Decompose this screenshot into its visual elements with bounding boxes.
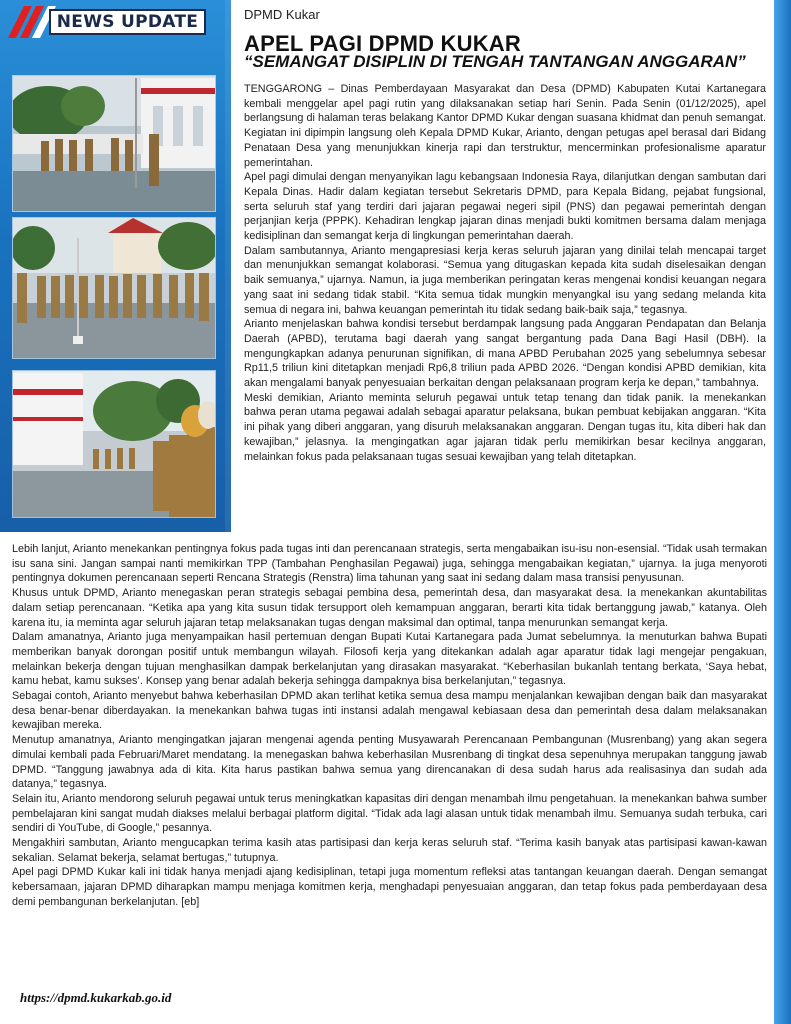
paragraph: Arianto menjelaskan bahwa kondisi tersebut berdampak langsung pada Anggaran Pendapatan dan Belanja Daerah (APBD), terutama bagi daerah yang sangat bergantung pada Dana Bagi Hasil (DBH). Ia mengungkapkan adanya penurunan signifikan, di mana APBD Perubahan 2025 yang sebelumnya sebesar Rp11,5 triliun kini ditetapkan menjadi Rp6,8 triliun pada APBD 2026. “Dengan kondisi APBD demikian, kita akan mengalami banyak penyesuaian berkaitan dengan pelaksanaan program kerja ke depan,” tambahnya. [244,318,766,390]
paragraph: Khusus untuk DPMD, Arianto menegaskan peran strategis sebagai pembina desa, pemerintah desa, dan masyarakat desa. Ia menekankan akuntabilitas dalam setiap perencanaan. “Ketika apa yang kita susun tidak tersupport oleh kemampuan anggaran, berarti kita tidak bertanggung jawab,” katanya. Oleh karena itu, ia meminta agar seluruh jajaran tetap melaksanakan tugas dengan maksimal dan optimal, tanpa menurunkan semangat kerja. [12,587,767,629]
category-label: DPMD Kukar [244,7,320,22]
paragraph: Mengakhiri sambutan, Arianto mengucapkan terima kasih atas partisipasi dan kerja keras seluruh staf. “Terima kasih banyak atas partisipasi kawan-kawan sekalian. Selamat bekerja, selamat bertugas,” tutupnya. [12,837,767,864]
photo-ceremony-side-view [12,370,216,518]
news-update-badge [49,9,206,35]
paragraph: Menutup amanatnya, Arianto mengingatkan jajaran mengenai agenda penting Musyawarah Perencanaan Pembangunan (Musrenbang) yang akan segera dimulai kembali pada Februari/Maret mendatang. Ia menegaskan bahwa keberhasilan Musrenbang di tingkat desa sepenuhnya merupakan tanggung jawab DPMD. “Tanggung jawabnya ada di kita. Kita harus pastikan bahwa semua yang direncanakan di desa sudah harus ada realisasinya dan sudah ada datanya,” tegasnya. [12,734,767,791]
paragraph: Apel pagi DPMD Kukar kali ini tidak hanya menjadi ajang kedisiplinan, tetapi juga momentum refleksi atas tantangan keuangan daerah. Dengan semangat kebersamaan, jajaran DPMD diharapkan mampu menjaga komitmen kerja, menghadapi penyesuaian anggaran, dan tetap fokus pada pemberdayaan desa demi pembangunan berkelanjutan. [eb] [12,866,767,908]
paragraph: Selain itu, Arianto mendorong seluruh pegawai untuk terus meningkatkan kapasitas diri dengan menambah ilmu pengetahuan. Ia menekankan bahwa sumber pembelajaran kini sangat mudah diakses melalui berbagai platform digital. “Tidak ada lagi alasan untuk tidak menambah ilmu. Semuanya sudah terbuka, cari sendiri di YouTube, di Google,” pesannya. [12,792,767,835]
footer-website-link[interactable]: https://dpmd.kukarkab.go.id [20,990,172,1005]
right-blue-stripe [774,0,791,1024]
paragraph: Dalam sambutannya, Arianto mengapresiasi kerja keras seluruh jajaran yang dinilai telah mencapai target dan menunjukkan semangat kolaborasi. “Semua yang ditugaskan kepada kita sudah diselesaikan dengan baik semuanya,” ujarnya. Namun, ia juga memberikan peringatan keras mengenai kondisi keuangan negara yang saat ini sedang tidak stabil. “Kita semua tidak mungkin menyangkal isu yang sedang melanda kita semua di negara ini, bahwa keuangan pemerintah itu tidak sedang baik-baik saja,” tegasnya. [244,244,766,316]
photo-officials-front [12,75,216,212]
paragraph: TENGGARONG – Dinas Pemberdayaan Masyarakat dan Desa (DPMD) Kabupaten Kutai Kartanegara kembali menggelar apel pagi rutin yang dilaksanakan setiap hari Senin. Pada Senin (01/12/2025), apel berlangsung di halaman teras belakang Kantor DPMD Kukar dengan suasana khidmat dan penuh semangat. Kegiatan ini dipimpin langsung oleh Kepala DPMD Kukar, Arianto, dengan petugas apel berasal dari Bidang Penataan Desa yang menunjukkan kinerja rapi dan terstruktur, mencerminkan profesionalisme aparatur pemerintahan. [244,83,766,169]
article-subtitle: “SEMANGAT DISIPLIN DI TENGAH TANTANGAN ANGGARAN” [244,52,746,71]
paragraph: Dalam amanatnya, Arianto juga menyampaikan hasil pertemuan dengan Bupati Kutai Kartanegara pada Jumat sebelumnya. Ia menuturkan bahwa Bupati memberikan banyak dorongan positif untuk membangun wilayah. Filosofi kerja yang ditekankan adalah agar aparatur tidak lagi mengejar pengakuan, melainkan bekerja dengan tujuan menghasilkan dampak berkelanjutan yang dirasakan masyarakat. “Keberhasilan bukanlah tentang berkata, ‘Saya hebat, kamu hebat, kamu sukses’. Konsep yang benar adalah bekerja sehingga dampaknya bisa berkelanjutan,” tegasnya. [12,631,767,688]
paragraph: Apel pagi dimulai dengan menyanyikan lagu kebangsaan Indonesia Raya, dilanjutkan dengan sambutan dari Kepala Dinas. Hadir dalam kegiatan tersebut Sekretaris DPMD, para Kepala Bidang, pejabat fungsional, serta seluruh staf yang terdiri dari jajaran pegawai negeri sipil (PNS) dan pegawai pemerintah dengan perjanjian kerja (PPPK). Kehadiran lengkap jajaran dinas menjadi bukti komitmen bersama dalam menjaga kedisiplinan dan semangat kerja di lingkungan pemerintahan daerah. [244,171,766,243]
paragraph: Lebih lanjut, Arianto menekankan pentingnya fokus pada tugas inti dan perencanaan strategis, serta mengabaikan isu-isu non-esensial. “Tidak usah termakan isu sana sini. Jangan sampai nanti memikirkan TPP (Tambahan Penghasilan Pegawai) juga, sehingga mengabaikan kegiatan,” ujarnya. Ia juga menyoroti pentingnya dokumen perencanaan seperti Rencana Strategis (Renstra) lima tahunan yang saat ini sedang dalam masa transisi penyusunan. [12,543,767,585]
article-body-top [244,82,766,464]
photo-staff-lined-up [12,217,216,359]
paragraph: Sebagai contoh, Arianto menyebut bahwa keberhasilan DPMD akan terlihat ketika semua desa mampu menjalankan kewajiban dengan baik dan masyarakat desa benar-benar diberdayakan. Ia menekankan bahwa tugas inti instansi adalah mengawal kebiasaan desa dan pemerintah desa dalam melaksanakan kewajiban mereka. [12,690,767,732]
news-update-label: NEWS UPDATE [56,12,199,32]
article-body-bottom [12,542,767,910]
paragraph: Meski demikian, Arianto meminta seluruh pegawai untuk tetap tenang dan tidak panik. Ia menekankan bahwa peran utama pegawai adalah sebagai aparatur pelaksana, bukan pembuat kebijakan anggaran. “Kita ini pihak yang diberi anggaran, yang disuruh melaksanakan anggaran. Dengan tugas itu, kita diberi hak dan kewajiban,” jelasnya. Ia mengingatkan agar jajaran tidak perlu memikirkan besar kecilnya anggaran, melainkan fokus pada pelaksanaan tugas sesuai kewajiban yang telah ditetapkan. [244,391,766,463]
article-title: APEL PAGI DPMD KUKAR [244,31,521,56]
